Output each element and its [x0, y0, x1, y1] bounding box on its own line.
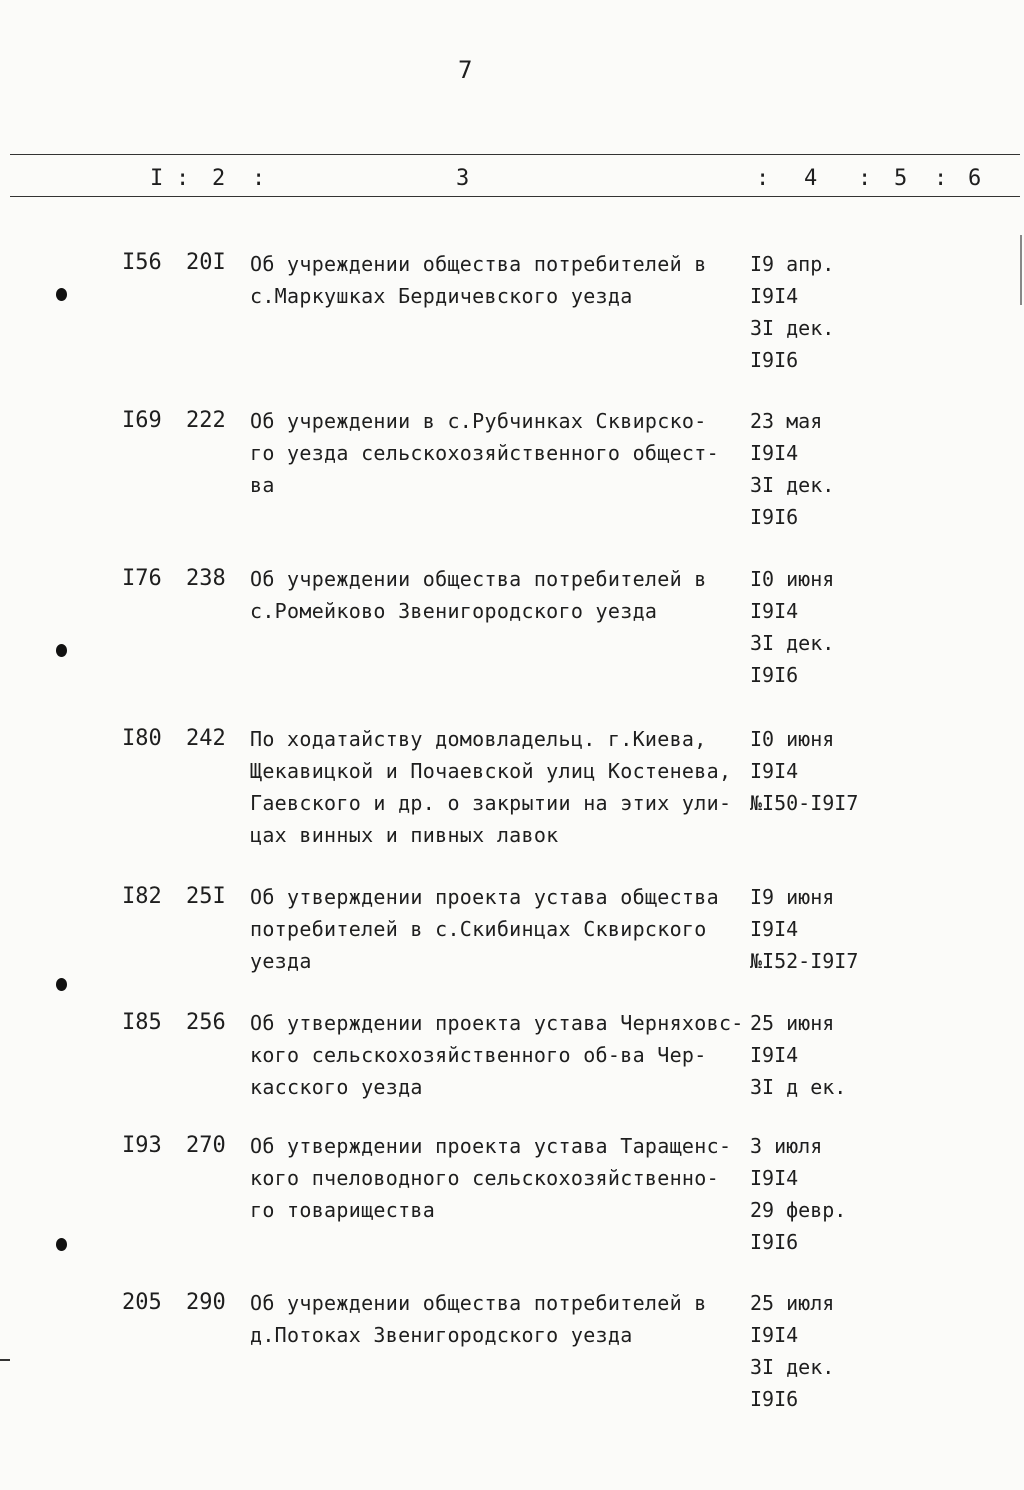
row-dates — [750, 1130, 846, 1258]
row-title — [250, 1287, 750, 1351]
scan-edge-mark — [1020, 235, 1022, 305]
row-document: 25I — [186, 884, 226, 909]
row-dates — [750, 563, 834, 691]
binder-hole-mark — [56, 1238, 67, 1251]
row-dates — [750, 723, 858, 819]
row-document: 242 — [186, 726, 226, 751]
header-sep-5: : — [934, 166, 949, 191]
header-col-1: I — [150, 166, 165, 191]
row-number: I56 — [122, 250, 162, 275]
row-title-line: Об учреждении общества потребителей в — [250, 252, 707, 276]
header-sep-4: : — [858, 166, 873, 191]
row-title-line: цах винных и пивных лавок — [250, 823, 559, 847]
row-date-line: 25 июня — [750, 1011, 835, 1035]
row-dates — [750, 248, 834, 376]
row-dates — [750, 881, 858, 977]
row-title — [250, 1007, 750, 1103]
binder-hole-mark — [56, 978, 67, 991]
row-dates — [750, 1287, 834, 1415]
row-date-line: 23 мая — [750, 409, 823, 433]
row-dates — [750, 1007, 846, 1103]
row-date-line: I0 июня — [750, 727, 835, 751]
row-title-line: Об учреждении в с.Рубчинках Сквирско- — [250, 409, 707, 433]
row-date-line: I9I4 — [750, 1323, 799, 1347]
row-date-line: 3 июля — [750, 1134, 823, 1158]
row-date-line: I9I6 — [750, 1230, 799, 1254]
row-title — [250, 1130, 750, 1226]
row-date-line: №I52-I9I7 — [750, 949, 859, 973]
row-date-line: I0 июня — [750, 567, 835, 591]
row-number: I82 — [122, 884, 162, 909]
row-title-line: кого сельскохозяйственного об-ва Чер- — [250, 1043, 707, 1067]
row-title — [250, 881, 750, 977]
row-title-line: с.Маркушках Бердичевского уезда — [250, 284, 633, 308]
row-date-line: 25 июля — [750, 1291, 835, 1315]
row-document: 20I — [186, 250, 226, 275]
row-title — [250, 248, 750, 312]
row-title-line: касского уезда — [250, 1075, 423, 1099]
row-number: I93 — [122, 1133, 162, 1158]
row-date-line: 3I дек. — [750, 1355, 835, 1379]
row-date-line: I9I4 — [750, 917, 799, 941]
header-sep-1: : — [176, 166, 191, 191]
row-number: I85 — [122, 1010, 162, 1035]
header-col-2: 2 — [212, 166, 227, 191]
row-title-line: д.Потоках Звенигородского уезда — [250, 1323, 633, 1347]
row-title-line: Об утверждении проекта устава общества — [250, 885, 719, 909]
row-title-line: Об утверждении проекта устава Черняховс- — [250, 1011, 744, 1035]
header-rule-top — [10, 154, 1020, 155]
row-title-line: го товарищества — [250, 1198, 436, 1222]
row-title-line: кого пчеловодного сельскохозяйственно- — [250, 1166, 719, 1190]
row-date-line: I9I6 — [750, 505, 799, 529]
row-title — [250, 563, 750, 627]
row-title-line: го уезда сельскохозяйственного общест- — [250, 441, 719, 465]
row-date-line: I9I4 — [750, 441, 799, 465]
page-number: 7 — [458, 56, 473, 84]
margin-mark — [0, 1359, 10, 1361]
row-document: 256 — [186, 1010, 226, 1035]
header-col-5: 5 — [894, 166, 909, 191]
row-title-line: ва — [250, 473, 275, 497]
row-date-line: 3I дек. — [750, 473, 835, 497]
row-date-line: 3I дек. — [750, 631, 835, 655]
header-col-3: 3 — [456, 166, 471, 191]
row-document: 270 — [186, 1133, 226, 1158]
row-title-line: Об утверждении проекта устава Таращенс- — [250, 1134, 732, 1158]
row-title-line: Об учреждении общества потребителей в — [250, 567, 707, 591]
header-sep-3: : — [756, 166, 771, 191]
row-date-line: I9I4 — [750, 759, 799, 783]
row-title-line: потребителей в с.Скибинцах Сквирского — [250, 917, 707, 941]
header-sep-2: : — [252, 166, 267, 191]
row-date-line: I9I6 — [750, 348, 799, 372]
row-dates — [750, 405, 834, 533]
row-date-line: 3I д ек. — [750, 1075, 847, 1099]
row-date-line: I9 апр. — [750, 252, 835, 276]
header-col-4: 4 — [804, 166, 819, 191]
row-date-line: I9I4 — [750, 284, 799, 308]
row-date-line: I9I4 — [750, 1043, 799, 1067]
row-date-line: 3I дек. — [750, 316, 835, 340]
row-date-line: I9I6 — [750, 663, 799, 687]
row-date-line: 29 февр. — [750, 1198, 847, 1222]
row-title-line: Щекавицкой и Почаевской улиц Костенева, — [250, 759, 732, 783]
row-title-line: По ходатайству домовладельц. г.Киева, — [250, 727, 707, 751]
row-document: 238 — [186, 566, 226, 591]
row-document: 290 — [186, 1290, 226, 1315]
header-col-6: 6 — [968, 166, 983, 191]
row-document: 222 — [186, 408, 226, 433]
row-title-line: с.Ромейково Звенигородского уезда — [250, 599, 658, 623]
row-number: I69 — [122, 408, 162, 433]
row-date-line: I9I4 — [750, 1166, 799, 1190]
row-title-line: Об учреждении общества потребителей в — [250, 1291, 707, 1315]
header-rule-bottom — [10, 196, 1020, 197]
binder-hole-mark — [56, 644, 67, 657]
row-title — [250, 723, 750, 851]
row-title — [250, 405, 750, 501]
row-number: 205 — [122, 1290, 162, 1315]
binder-hole-mark — [56, 288, 67, 301]
row-number: I76 — [122, 566, 162, 591]
row-date-line: I9I6 — [750, 1387, 799, 1411]
row-title-line: уезда — [250, 949, 312, 973]
row-title-line: Гаевского и др. о закрытии на этих ули- — [250, 791, 732, 815]
row-date-line: I9I4 — [750, 599, 799, 623]
row-date-line: №I50-I9I7 — [750, 791, 859, 815]
row-date-line: I9 июня — [750, 885, 835, 909]
row-number: I80 — [122, 726, 162, 751]
